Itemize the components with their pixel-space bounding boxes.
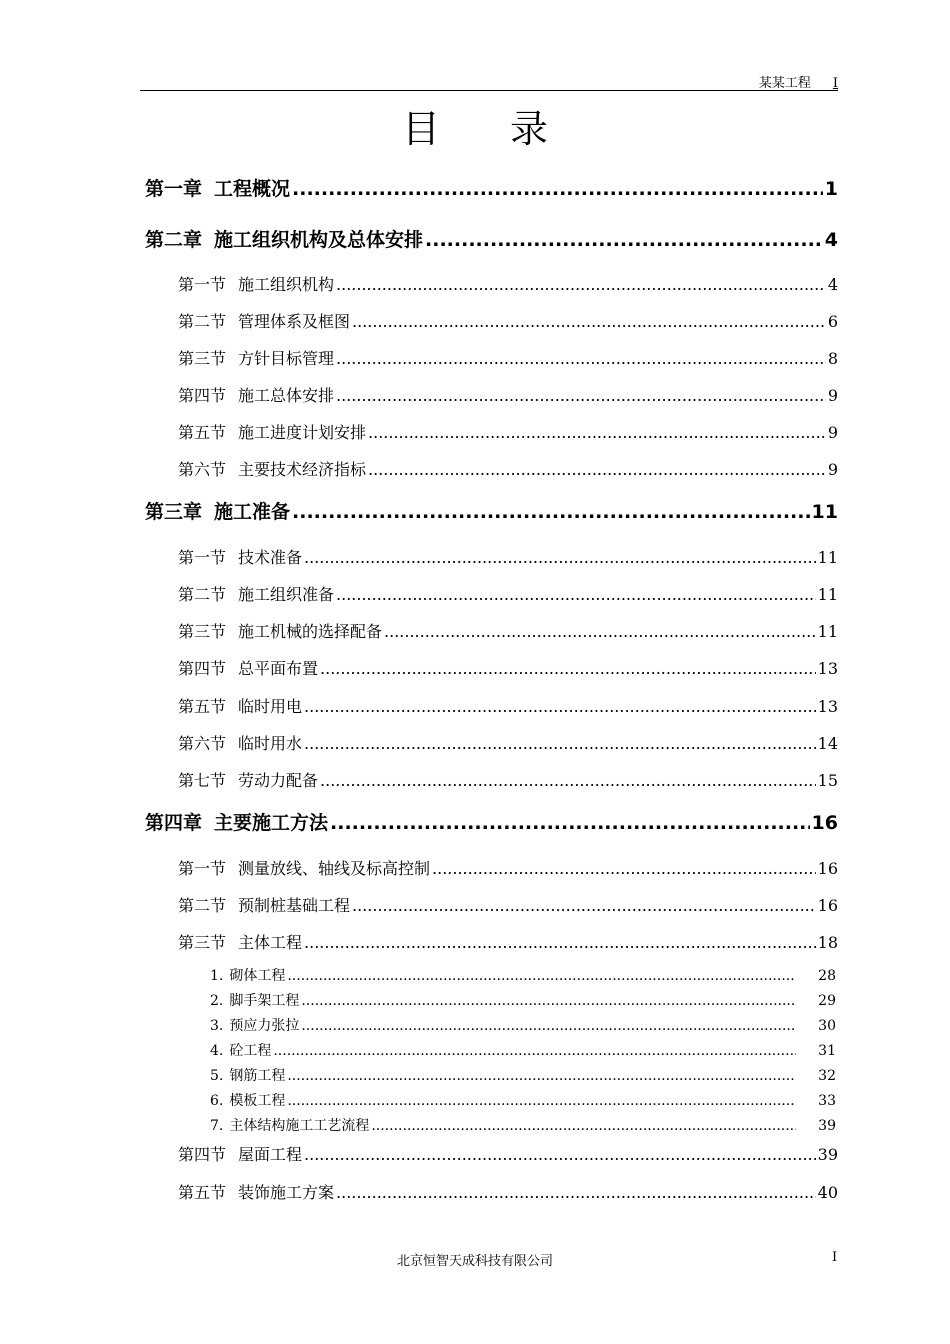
section-title: 施工组织机构 <box>238 275 335 294</box>
subsection-title: 钢筋工程 <box>229 1068 286 1084</box>
dot-leader <box>304 697 816 716</box>
section-title: 施工进度计划安排 <box>238 423 367 442</box>
section-number: 第五节 <box>178 697 227 716</box>
toc-chapter-entry[interactable] <box>145 808 838 835</box>
toc-subsection-entry[interactable] <box>210 965 836 985</box>
toc-section-entry[interactable] <box>178 768 838 791</box>
subsection-number: 4. <box>210 1043 224 1059</box>
section-number: 第五节 <box>178 423 227 442</box>
section-number: 第二节 <box>178 585 227 604</box>
section-title: 主要技术经济指标 <box>238 460 367 479</box>
section-title: 测量放线、轴线及标高控制 <box>238 859 431 878</box>
dot-leader <box>301 1018 796 1034</box>
section-page: 13 <box>817 659 838 678</box>
dot-leader <box>336 585 816 604</box>
toc-section-entry[interactable] <box>178 346 838 369</box>
subsection-title: 砌体工程 <box>229 968 286 984</box>
dot-leader <box>336 386 826 405</box>
section-number: 第四节 <box>178 1145 227 1164</box>
section-title: 施工总体安排 <box>238 386 335 405</box>
section-number: 第四节 <box>178 386 227 405</box>
dot-leader <box>352 312 826 331</box>
section-title: 临时用电 <box>238 697 303 716</box>
toc-section-entry[interactable] <box>178 930 838 953</box>
toc-chapter-entry[interactable] <box>145 497 838 524</box>
toc-section-entry[interactable] <box>178 545 838 568</box>
section-page: 6 <box>827 312 838 331</box>
subsection-title: 脚手架工程 <box>229 993 300 1009</box>
section-page: 9 <box>827 423 838 442</box>
footer-company: 北京恒智天成科技有限公司 <box>396 1254 553 1269</box>
toc-title-char-2: 录 <box>510 107 549 151</box>
subsection-title: 主体结构施工工艺流程 <box>229 1118 370 1134</box>
section-number: 第一节 <box>178 548 227 567</box>
dot-leader <box>384 622 816 641</box>
section-number: 第六节 <box>178 460 227 479</box>
dot-leader <box>304 933 816 952</box>
dot-leader <box>368 423 826 442</box>
chapter-title: 主要施工方法 <box>214 812 329 834</box>
chapter-title: 施工组织机构及总体安排 <box>214 229 424 251</box>
subsection-page: 39 <box>818 1118 836 1134</box>
dot-leader <box>336 349 826 368</box>
dot-leader <box>304 734 816 753</box>
section-title: 屋面工程 <box>238 1145 303 1164</box>
toc-chapter-entry[interactable] <box>145 174 838 201</box>
toc-section-entry[interactable] <box>178 619 838 642</box>
subsection-page: 32 <box>818 1068 836 1084</box>
section-page: 11 <box>817 548 838 567</box>
section-title: 主体工程 <box>238 933 303 952</box>
chapter-number: 第二章 <box>145 229 203 251</box>
section-number: 第一节 <box>178 275 227 294</box>
toc-section-entry[interactable] <box>178 1142 838 1165</box>
dot-leader <box>273 1043 796 1059</box>
page-header <box>140 72 838 91</box>
dot-leader <box>287 968 796 984</box>
section-number: 第七节 <box>178 771 227 790</box>
dot-leader <box>292 178 823 200</box>
header-project-name: 某某工程 <box>758 76 811 91</box>
section-title: 临时用水 <box>238 734 303 753</box>
toc-section-entry[interactable] <box>178 309 838 332</box>
dot-leader <box>304 548 816 567</box>
chapter-title: 工程概况 <box>214 178 291 200</box>
subsection-title: 预应力张拉 <box>229 1018 300 1034</box>
section-number: 第六节 <box>178 734 227 753</box>
dot-leader <box>320 659 816 678</box>
section-title: 装饰施工方案 <box>238 1183 335 1202</box>
dot-leader <box>301 993 796 1009</box>
subsection-title: 砼工程 <box>229 1043 272 1059</box>
toc-title <box>0 98 950 153</box>
toc-subsection-entry[interactable] <box>210 1090 836 1110</box>
chapter-number: 第一章 <box>145 178 203 200</box>
subsection-number: 1. <box>210 968 224 984</box>
section-title: 施工组织准备 <box>238 585 335 604</box>
toc-chapter-entry[interactable] <box>145 225 838 252</box>
section-number: 第四节 <box>178 659 227 678</box>
dot-leader <box>336 1183 816 1202</box>
subsection-page: 29 <box>818 993 836 1009</box>
toc-subsection-entry[interactable] <box>210 1040 836 1060</box>
subsection-number: 3. <box>210 1018 224 1034</box>
section-number: 第二节 <box>178 312 227 331</box>
section-title: 施工机械的选择配备 <box>238 622 383 641</box>
toc-subsection-entry[interactable] <box>210 990 836 1010</box>
section-page: 16 <box>817 896 838 915</box>
dot-leader <box>352 896 816 915</box>
chapter-page: 4 <box>824 229 838 251</box>
section-title: 方针目标管理 <box>238 349 335 368</box>
chapter-page: 11 <box>811 501 838 523</box>
dot-leader <box>368 460 826 479</box>
footer-page-number: I <box>832 1250 838 1265</box>
dot-leader <box>371 1118 796 1134</box>
toc-subsection-entry[interactable] <box>210 1015 836 1035</box>
toc-section-entry[interactable] <box>178 1180 838 1203</box>
chapter-number: 第三章 <box>145 501 203 523</box>
section-page: 8 <box>827 349 838 368</box>
toc-title-char-1: 目 <box>401 107 440 151</box>
section-page: 4 <box>827 275 838 294</box>
section-page: 11 <box>817 585 838 604</box>
section-page: 13 <box>817 697 838 716</box>
toc-section-entry[interactable] <box>178 457 838 480</box>
section-page: 18 <box>817 933 838 952</box>
dot-leader <box>292 501 810 523</box>
dot-leader <box>287 1068 796 1084</box>
section-number: 第三节 <box>178 349 227 368</box>
section-page: 9 <box>827 460 838 479</box>
chapter-number: 第四章 <box>145 812 203 834</box>
subsection-number: 5. <box>210 1068 224 1084</box>
section-title: 劳动力配备 <box>238 771 319 790</box>
toc-section-entry[interactable] <box>178 731 838 754</box>
section-page: 14 <box>817 734 838 753</box>
section-number: 第五节 <box>178 1183 227 1202</box>
section-title: 管理体系及框图 <box>238 312 351 331</box>
section-title: 总平面布置 <box>238 659 319 678</box>
toc-subsection-entry[interactable] <box>210 1065 836 1085</box>
toc-section-entry[interactable] <box>178 383 838 406</box>
dot-leader <box>287 1093 796 1109</box>
section-page: 39 <box>817 1145 838 1164</box>
section-title: 预制桩基础工程 <box>238 896 351 915</box>
subsection-number: 7. <box>210 1118 224 1134</box>
subsection-page: 33 <box>818 1093 836 1109</box>
section-title: 技术准备 <box>238 548 303 567</box>
section-number: 第二节 <box>178 896 227 915</box>
section-number: 第三节 <box>178 933 227 952</box>
section-page: 16 <box>817 859 838 878</box>
section-page: 15 <box>817 771 838 790</box>
subsection-page: 31 <box>818 1043 836 1059</box>
subsection-title: 模板工程 <box>229 1093 286 1109</box>
dot-leader <box>336 275 826 294</box>
dot-leader <box>320 771 816 790</box>
chapter-page: 16 <box>811 812 838 834</box>
dot-leader <box>330 812 810 834</box>
section-number: 第一节 <box>178 859 227 878</box>
dot-leader <box>304 1145 816 1164</box>
toc-section-entry[interactable] <box>178 656 838 679</box>
toc-subsection-entry[interactable] <box>210 1115 836 1135</box>
toc-section-entry[interactable] <box>178 694 838 717</box>
chapter-title: 施工准备 <box>214 501 291 523</box>
toc-section-entry[interactable] <box>178 893 838 916</box>
section-number: 第三节 <box>178 622 227 641</box>
header-page-number: I <box>832 76 838 91</box>
subsection-page: 30 <box>818 1018 836 1034</box>
section-page: 9 <box>827 386 838 405</box>
dot-leader <box>425 229 823 251</box>
toc-section-entry[interactable] <box>178 582 838 605</box>
section-page: 11 <box>817 622 838 641</box>
toc-section-entry[interactable] <box>178 856 838 879</box>
chapter-page: 1 <box>824 178 838 200</box>
toc-section-entry[interactable] <box>178 272 838 295</box>
section-page: 40 <box>817 1183 838 1202</box>
subsection-number: 2. <box>210 993 224 1009</box>
toc-section-entry[interactable] <box>178 420 838 443</box>
dot-leader <box>432 859 816 878</box>
header-text <box>759 72 838 91</box>
subsection-number: 6. <box>210 1093 224 1109</box>
subsection-page: 28 <box>818 968 836 984</box>
